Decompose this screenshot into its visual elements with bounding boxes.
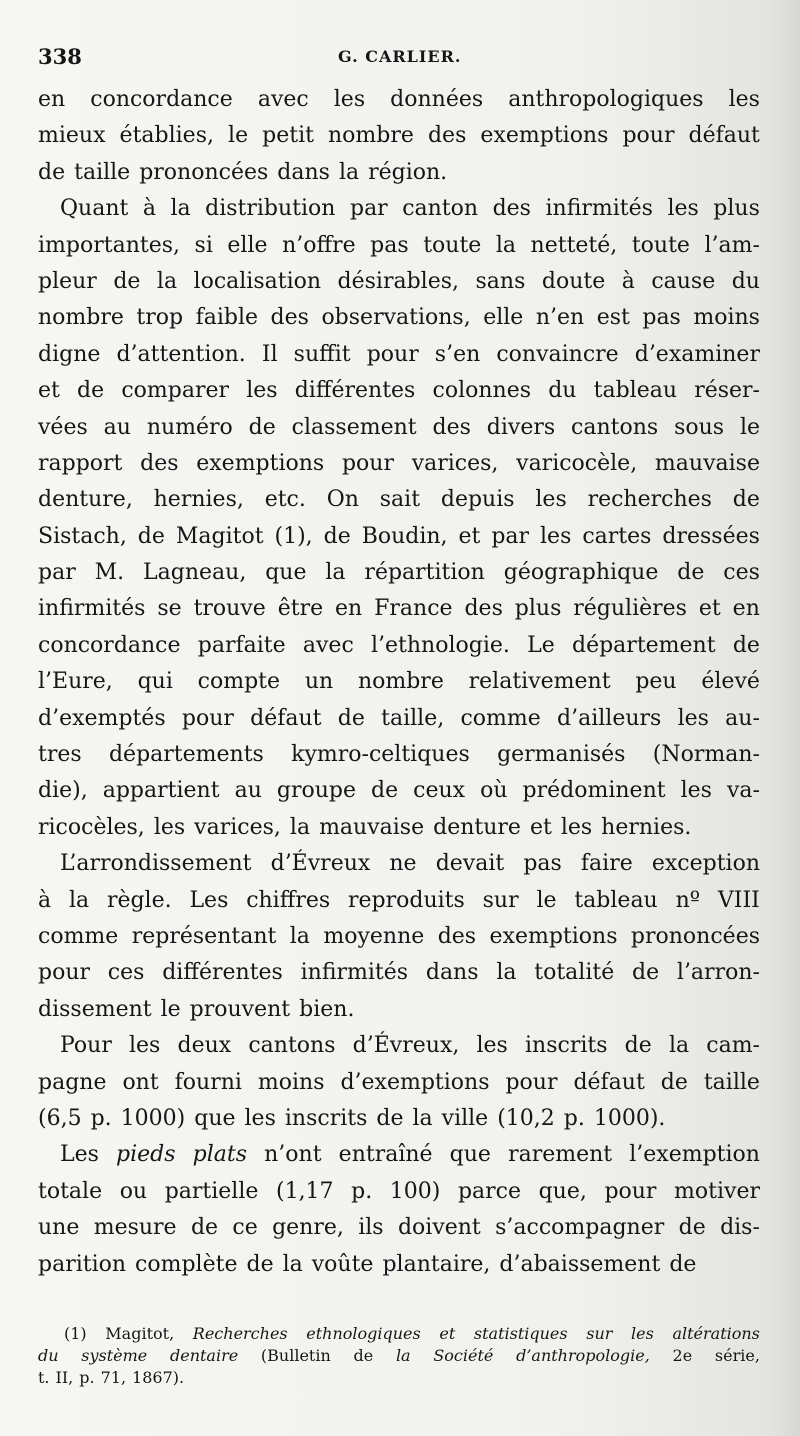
text-line: (6,5 p. 1000) que les inscrits de la ville (10,2 p. 1000).: [38, 1105, 666, 1131]
text-line: digne d’attention. Il suffit pour s’en convaincre d’examiner: [38, 341, 760, 367]
text-line: de taille prononcées dans la région.: [38, 159, 448, 185]
text-line: denture, hernies, etc. On sait depuis les recherches de: [38, 487, 760, 513]
text-line: Sistach, de Magitot (1), de Boudin, et par les cartes dressées: [38, 523, 760, 549]
text-line: par M. Lagneau, que la répartition géographique de ces: [38, 560, 760, 586]
page-number: 338: [38, 44, 82, 69]
text-line: et de comparer les différentes colonnes du tableau réser-: [38, 378, 760, 404]
text-line: d’exemptés pour défaut de taille, comme d’ailleurs les au-: [38, 705, 760, 731]
text-line: nombre trop faible des observations, elle n’en est pas moins: [38, 305, 760, 331]
text-line: infirmités se trouve être en France des plus régulières et en: [38, 596, 760, 622]
text-line: à la règle. Les chiffres reproduits sur le tableau nº VIII: [38, 887, 760, 913]
text-line: Quant à la distribution par canton des infirmités les plus: [60, 196, 760, 222]
text-line: Les pieds plats n’ont entraîné que rarement l’exemption: [60, 1142, 760, 1168]
text-line: tres départements kymro-celtiques germanisés (Norman-: [38, 742, 760, 768]
text-line: une mesure de ce genre, ils doivent s’accompagner de dis-: [38, 1215, 760, 1241]
footnote-line: t. II, p. 71, 1867).: [38, 1368, 185, 1387]
text-line: pagne ont fourni moins d’exemptions pour défaut de taille: [38, 1069, 760, 1095]
running-head: [38, 44, 760, 74]
text-line: vées au numéro de classement des divers cantons sous le: [38, 414, 760, 440]
text-line: parition complète de la voûte plantaire, d’abaissement de: [38, 1251, 697, 1277]
body-text: [38, 82, 760, 1283]
text-line: pleur de la localisation désirables, sans doute à cause du: [38, 268, 760, 294]
text-line: totale ou partielle (1,17 p. 100) parce que, pour motiver: [38, 1178, 760, 1204]
text-line: dissement le prouvent bien.: [38, 996, 355, 1022]
footnote: [38, 1323, 760, 1389]
text-line: importantes, si elle n’offre pas toute la netteté, toute l’am-: [38, 232, 760, 258]
text-line: die), appartient au groupe de ceux où prédominent les va-: [38, 778, 760, 804]
text-line: pour ces différentes infirmités dans la totalité de l’arron-: [38, 960, 760, 986]
text-line: mieux établies, le petit nombre des exemptions pour défaut: [38, 123, 760, 149]
running-title: G. CARLIER.: [338, 47, 462, 66]
text-line: Pour les deux cantons d’Évreux, les inscrits de la cam-: [60, 1033, 760, 1059]
footnote-line: (1) Magitot, Recherches ethnologiques et statistiques sur les altérations: [64, 1324, 760, 1343]
text-line: ricocèles, les varices, la mauvaise denture et les hernies.: [38, 814, 692, 840]
text-line: rapport des exemptions pour varices, varicocèle, mauvaise: [38, 450, 760, 476]
text-line: en concordance avec les données anthropologiques les: [38, 87, 760, 112]
text-line: l’Eure, qui compte un nombre relativement peu élevé: [38, 669, 760, 695]
footnote-line: du système dentaire (Bulletin de la Société d’anthropologie, 2e série,: [38, 1346, 760, 1365]
text-line: comme représentant la moyenne des exemptions prononcées: [38, 923, 760, 949]
text-line: concordance parfaite avec l’ethnologie. Le département de: [38, 632, 760, 658]
text-line: L’arrondissement d’Évreux ne devait pas faire exception: [60, 851, 760, 877]
